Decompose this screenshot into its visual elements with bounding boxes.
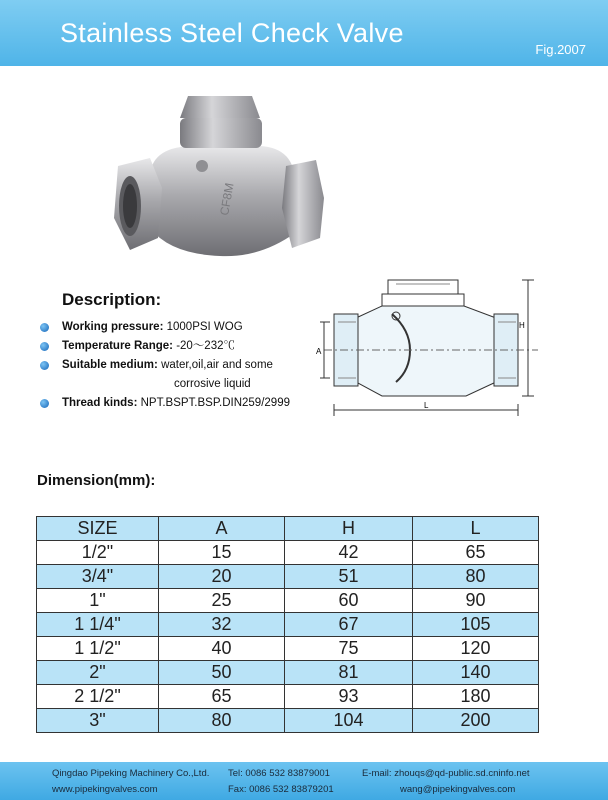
spec-suitable-medium: Suitable medium: water,oil,air and some corrosive liquid xyxy=(40,356,330,394)
table-row xyxy=(37,565,539,589)
cell-h: 60 xyxy=(285,589,413,613)
cell-h: 104 xyxy=(285,709,413,733)
cell-a: 80 xyxy=(159,709,285,733)
cell-size: 1/2" xyxy=(37,541,159,565)
header-l: L xyxy=(413,517,539,541)
cell-size: 2 1/2" xyxy=(37,685,159,709)
cell-h: 51 xyxy=(285,565,413,589)
figure-number: Fig.2007 xyxy=(535,42,586,57)
cell-size: 3/4" xyxy=(37,565,159,589)
header-h: H xyxy=(285,517,413,541)
drawing-label-h: H xyxy=(519,321,525,330)
cell-l: 120 xyxy=(413,637,539,661)
valve-photo xyxy=(110,88,330,278)
footer-fax: Fax: 0086 532 83879201 xyxy=(228,784,334,795)
table-row xyxy=(37,613,539,637)
description-title: Description: xyxy=(62,290,162,309)
footer-company: Qingdao Pipeking Machinery Co.,Ltd. xyxy=(52,768,210,779)
cell-l: 90 xyxy=(413,589,539,613)
table-header-row xyxy=(37,517,539,541)
footer-website[interactable]: www.pipekingvalves.com xyxy=(52,784,158,795)
spec-working-pressure: Working pressure: 1000PSI WOG xyxy=(40,318,330,337)
bullet-icon xyxy=(40,361,49,370)
header-size: SIZE xyxy=(37,517,159,541)
cell-size: 1" xyxy=(37,589,159,613)
cell-size: 1 1/4" xyxy=(37,613,159,637)
cell-l: 200 xyxy=(413,709,539,733)
bullet-icon xyxy=(40,342,49,351)
cell-h: 42 xyxy=(285,541,413,565)
cell-a: 25 xyxy=(159,589,285,613)
table-row xyxy=(37,661,539,685)
cell-l: 80 xyxy=(413,565,539,589)
cell-a: 32 xyxy=(159,613,285,637)
cell-l: 180 xyxy=(413,685,539,709)
page-title: Stainless Steel Check Valve xyxy=(60,18,404,48)
description-list xyxy=(40,318,330,413)
header-banner xyxy=(0,0,608,66)
cell-h: 67 xyxy=(285,613,413,637)
svg-text:CF8M: CF8M xyxy=(217,181,237,217)
cell-size: 1 1/2" xyxy=(37,637,159,661)
cell-a: 40 xyxy=(159,637,285,661)
bullet-icon xyxy=(40,399,49,408)
spec-temperature-range: Temperature Range: -20～232℃ xyxy=(40,337,330,356)
dimension-table xyxy=(36,516,539,733)
cell-size: 3" xyxy=(37,709,159,733)
cell-a: 65 xyxy=(159,685,285,709)
bullet-icon xyxy=(40,323,49,332)
dimension-title: Dimension(mm): xyxy=(37,472,156,489)
cell-l: 105 xyxy=(413,613,539,637)
cell-h: 75 xyxy=(285,637,413,661)
header-a: A xyxy=(159,517,285,541)
cell-l: 140 xyxy=(413,661,539,685)
cell-h: 81 xyxy=(285,661,413,685)
table-row xyxy=(37,589,539,613)
table-row xyxy=(37,709,539,733)
table-row xyxy=(37,541,539,565)
spec-thread-kinds: Thread kinds: NPT.BSPT.BSP.DIN259/2999 xyxy=(40,394,330,413)
footer-bar xyxy=(0,762,608,800)
technical-drawing xyxy=(316,270,546,420)
cell-a: 20 xyxy=(159,565,285,589)
cell-a: 50 xyxy=(159,661,285,685)
drawing-label-a: A xyxy=(316,347,322,356)
cell-a: 15 xyxy=(159,541,285,565)
footer-email[interactable]: E-mail: zhouqs@qd-public.sd.cninfo.net xyxy=(362,768,530,779)
table-row xyxy=(37,637,539,661)
cell-l: 65 xyxy=(413,541,539,565)
cell-h: 93 xyxy=(285,685,413,709)
cell-size: 2" xyxy=(37,661,159,685)
footer-tel: Tel: 0086 532 83879001 xyxy=(228,768,330,779)
drawing-label-l: L xyxy=(424,401,429,410)
footer-email-2[interactable]: wang@pipekingvalves.com xyxy=(400,784,516,795)
table-row xyxy=(37,685,539,709)
